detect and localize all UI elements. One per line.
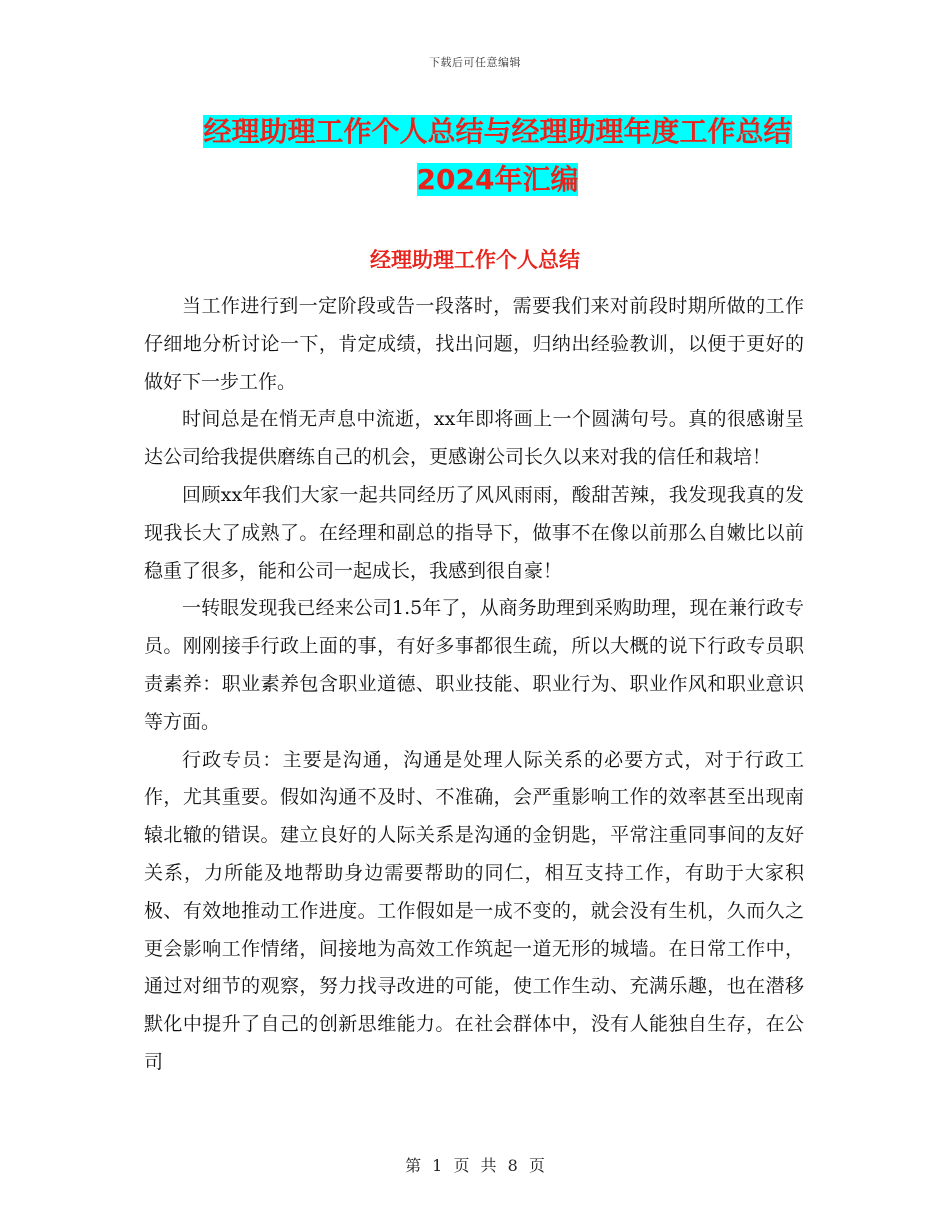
paragraph: 当工作进行到一定阶段或告一段落时，需要我们来对前段时期所做的工作仔细地分析讨论一下，肯定成绩，找出问题，归纳出经验教训，以便于更好的做好下一步工作。 (144, 295, 804, 393)
section-title: 经理助理工作个人总结 (370, 248, 580, 272)
page-header-note: 下载后可任意编辑 (429, 56, 521, 69)
paragraph: 时间总是在悄无声息中流逝，xx年即将画上一个圆满句号。真的很感谢呈达公司给我提供磨练自己的机会，更感谢公司长久以来对我的信任和栽培！ (144, 408, 804, 469)
paragraph: 一转眼发现我已经来公司1.5年了，从商务助理到采购助理，现在兼行政专员。刚刚接手行政上面的事，有好多事都很生疏，所以大概的说下行政专员职责素养：职业素养包含职业道德、职业技能、职业行为、职业作风和职业意识等方面。 (144, 597, 804, 733)
paragraph: 回顾xx年我们大家一起共同经历了风风雨雨，酸甜苦辣，我发现我真的发现我长大了成熟了。在经理和副总的指导下，做事不在像以前那么自嫩比以前稳重了很多，能和公司一起成长，我感到很自豪！ (144, 483, 804, 582)
document-title (190, 108, 805, 204)
body-text (144, 288, 804, 1082)
document-title-text: 经理助理工作个人总结与经理助理年度工作总结2024年汇编 (203, 115, 792, 196)
paragraph: 行政专员：主要是沟通，沟通是处理人际关系的必要方式，对于行政工作，尤其重要。假如沟通不及时、不准确，会严重影响工作的效率甚至出现南辕北辙的错误。建立良好的人际关系是沟通的金钥匙，平常注重同事间的友好关系，力所能及地帮助身边需要帮助的同仁，相互支持工作，有助于大家积极、有效地推动工作进度。工作假如是一成不变的，就会没有生机，久而久之更会影响工作情绪，间接地为高效工作筑起一道无形的城墙。在日常工作中，通过对细节的观察，努力找寻改进的可能，使工作生动、充满乐趣，也在潜移默化中提升了自己的创新思维能力。在社会群体中，没有人能独自生存，在公司 (144, 748, 804, 1073)
page-footer: 第 1 页 共 8 页 (405, 1156, 545, 1175)
